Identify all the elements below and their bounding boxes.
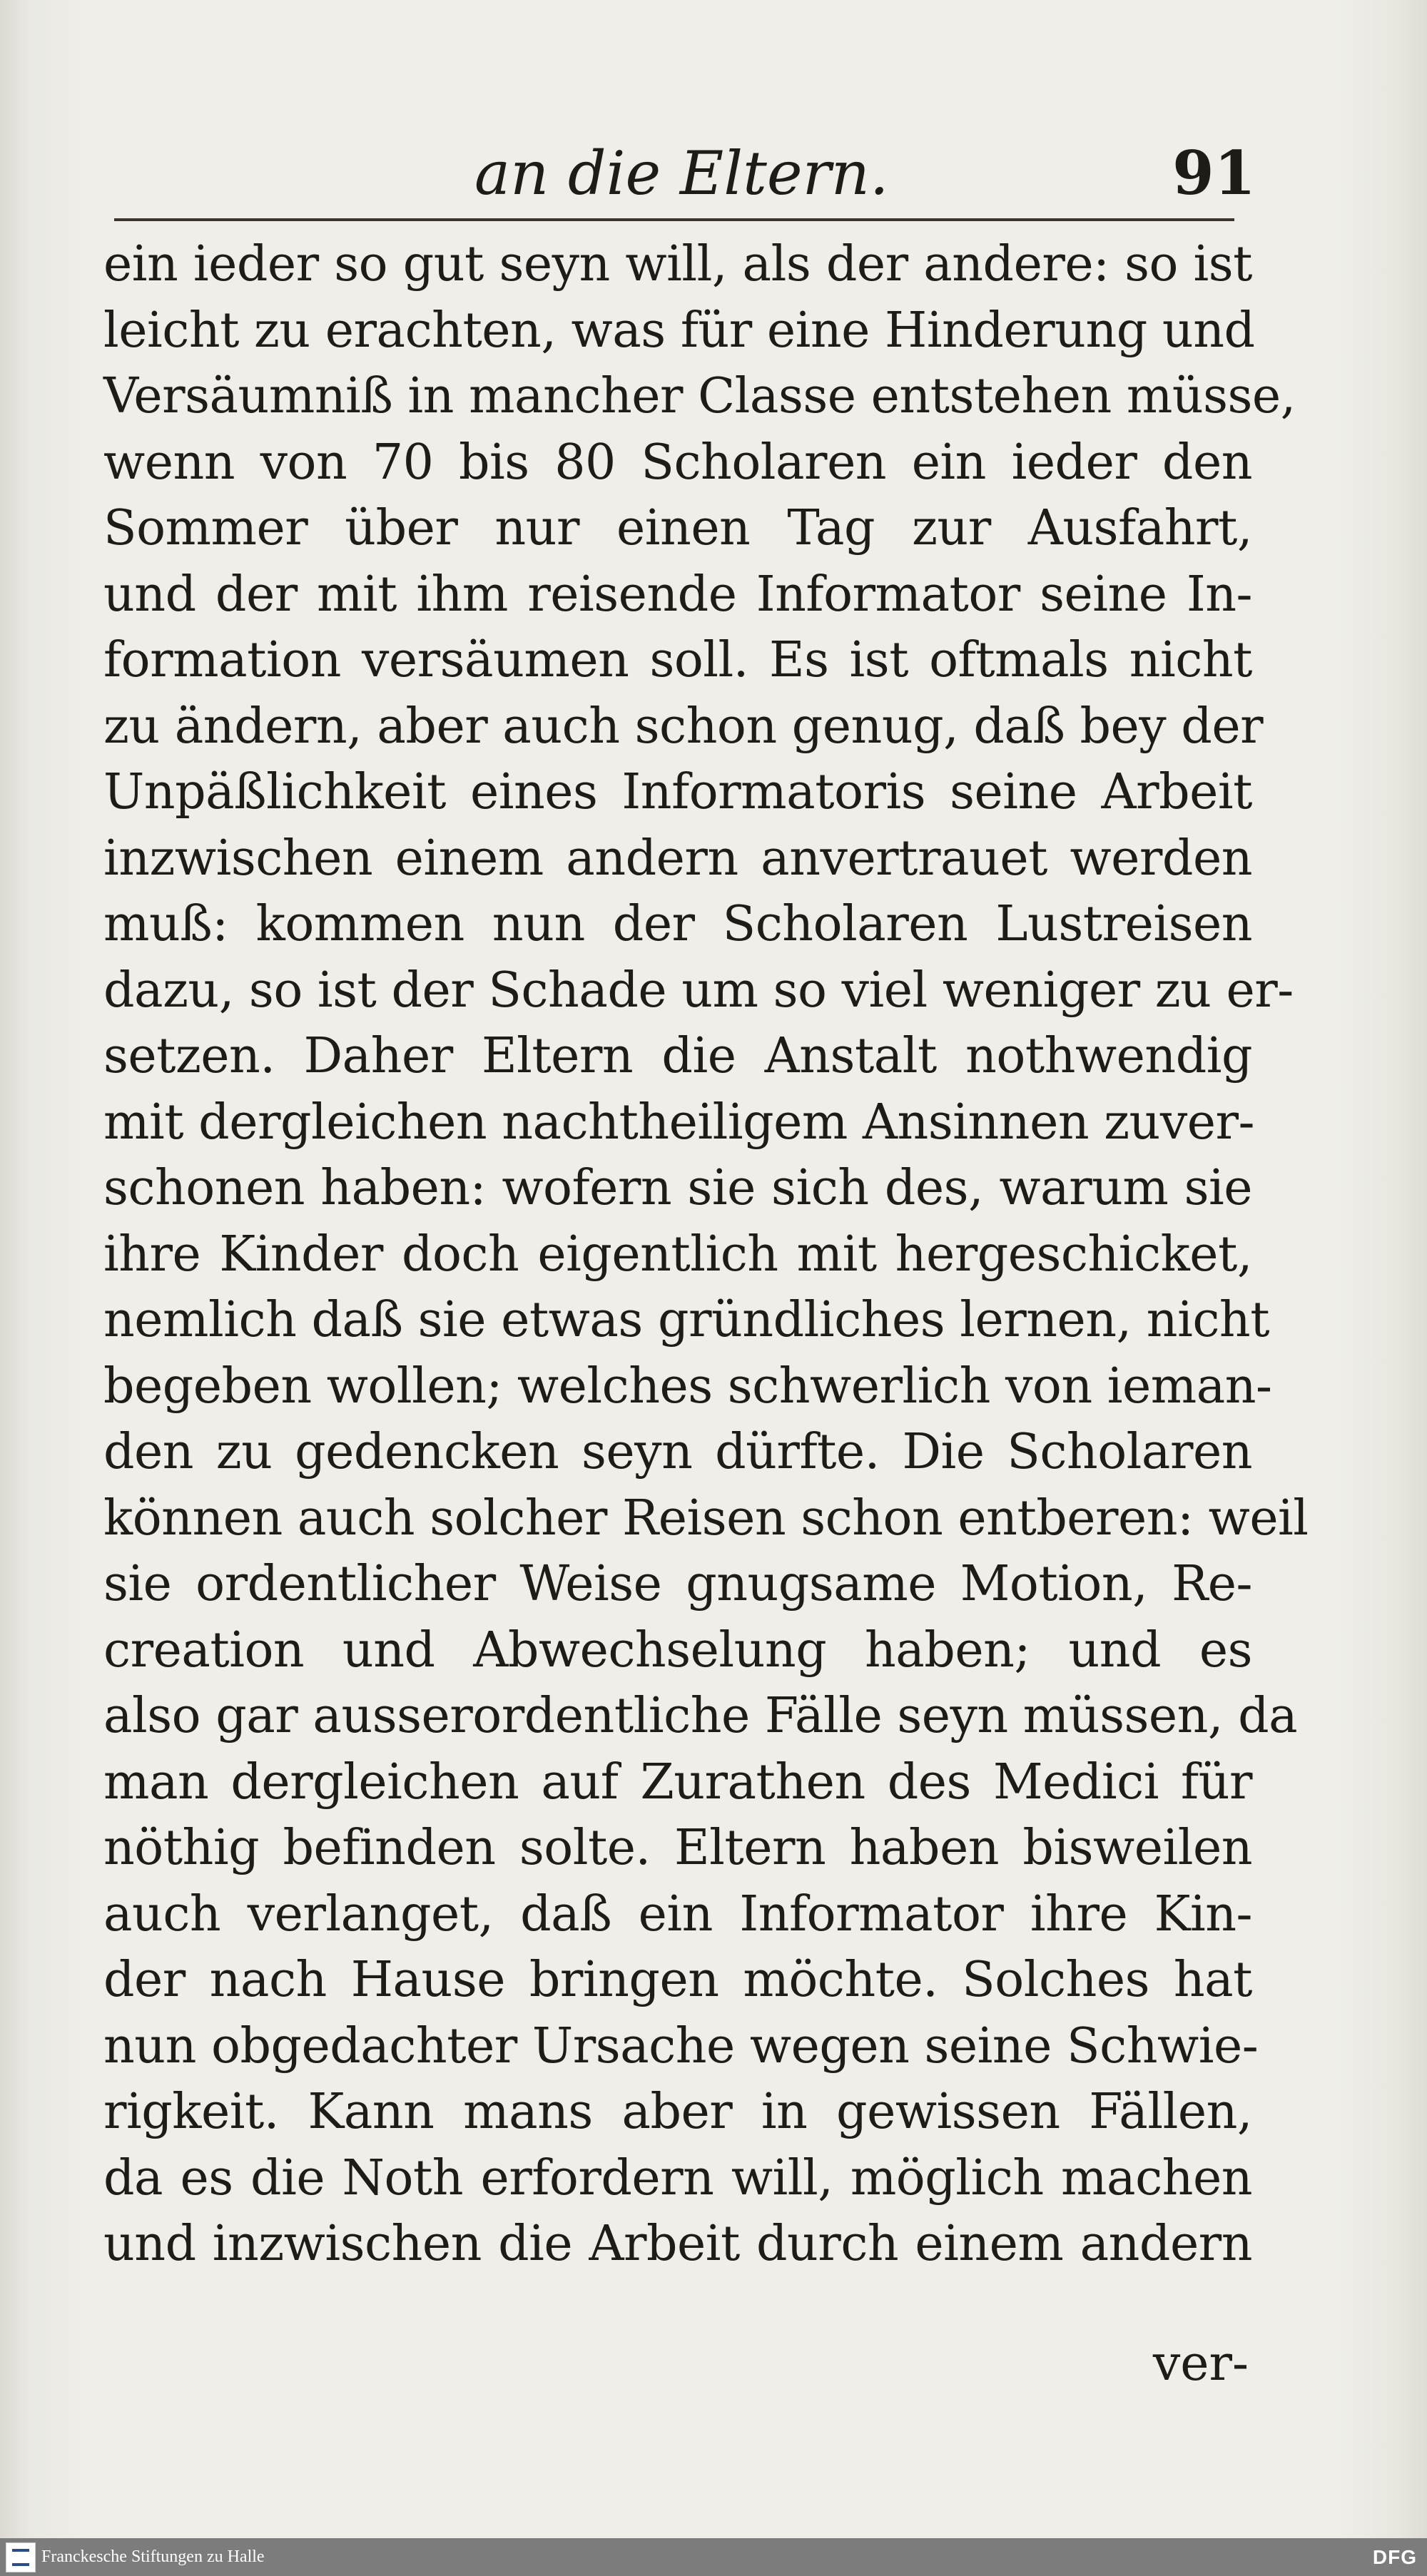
- header-rule: [114, 218, 1234, 221]
- text-line: auch verlanget, daß ein Informator ihre Kin-: [103, 1885, 1252, 1943]
- text-line: Unpäßlichkeit eines Informatoris seine Arbeit: [103, 764, 1252, 820]
- text-line: da es die Noth erfordern will, möglich machen: [103, 2149, 1252, 2206]
- institution-logo-icon: [6, 2542, 36, 2572]
- text-line: mit dergleichen nachtheiligem Ansinnen zuver-: [103, 1094, 1254, 1151]
- text-line: inzwischen einem andern anvertrauet werden: [103, 830, 1252, 887]
- page-number: 91: [1172, 138, 1256, 208]
- text-line: leicht zu erachten, was für eine Hinderung und: [103, 302, 1255, 359]
- text-line: man dergleichen auf Zurathen des Medici für: [103, 1753, 1252, 1811]
- text-line: sie ordentlicher Weise gnugsame Motion, Re-: [103, 1556, 1252, 1612]
- text-line: zu ändern, aber auch schon genug, daß bey der: [103, 698, 1264, 755]
- text-line: und der mit ihm reisende Informator seine In-: [103, 566, 1252, 623]
- footer-bar: [0, 2538, 1427, 2576]
- text-line: und inzwischen die Arbeit durch einem andern: [103, 2216, 1252, 2272]
- text-line: der nach Hause bringen möchte. Solches hat: [103, 1952, 1252, 2008]
- text-line: setzen. Daher Eltern die Anstalt nothwendig: [103, 1028, 1252, 1084]
- text-line: begeben wollen; welches schwerlich von ieman-: [103, 1358, 1272, 1415]
- text-line: Sommer über nur einen Tag zur Ausfahrt,: [103, 500, 1252, 556]
- text-line: also gar ausserordentliche Fälle seyn müssen, da: [103, 1688, 1298, 1744]
- text-line: wenn von 70 bis 80 Scholaren ein ieder den: [103, 434, 1252, 491]
- text-line: Versäumniß in mancher Classe entstehen müsse,: [103, 368, 1296, 424]
- text-line: schonen haben: wofern sie sich des, warum sie: [103, 1160, 1252, 1216]
- page-header: [114, 134, 1256, 213]
- text-line: rigkeit. Kann mans aber in gewissen Fällen,: [103, 2084, 1252, 2140]
- dfg-logo: DFG: [1372, 2546, 1417, 2568]
- text-line: nemlich daß sie etwas gründliches lernen, nicht: [103, 1292, 1270, 1348]
- institution-name: Franckesche Stiftungen zu Halle: [41, 2547, 265, 2566]
- text-line: nöthig befinden solte. Eltern haben bisweilen: [103, 1820, 1252, 1876]
- text-line: formation versäumen soll. Es ist oftmals nicht: [103, 632, 1252, 688]
- text-line: nun obgedachter Ursache wegen seine Schwie-: [103, 2017, 1259, 2074]
- text-line: ihre Kinder doch eigentlich mit hergeschicket,: [103, 1226, 1252, 1283]
- body-text: [103, 232, 1309, 2278]
- text-line: dazu, so ist der Schade um so viel weniger zu er-: [103, 962, 1294, 1019]
- text-line: können auch solcher Reisen schon entberen: weil: [103, 1490, 1309, 1547]
- text-line: creation und Abwechselung haben; und es: [103, 1622, 1252, 1679]
- text-line: ein ieder so gut seyn will, als der andere: so ist: [103, 236, 1252, 292]
- text-line: muß: kommen nun der Scholaren Lustreisen: [103, 896, 1252, 952]
- text-line: den zu gedencken seyn dürfte. Die Scholaren: [103, 1424, 1252, 1480]
- catchword: ver-: [1152, 2336, 1249, 2392]
- running-head: an die Eltern.: [474, 138, 889, 208]
